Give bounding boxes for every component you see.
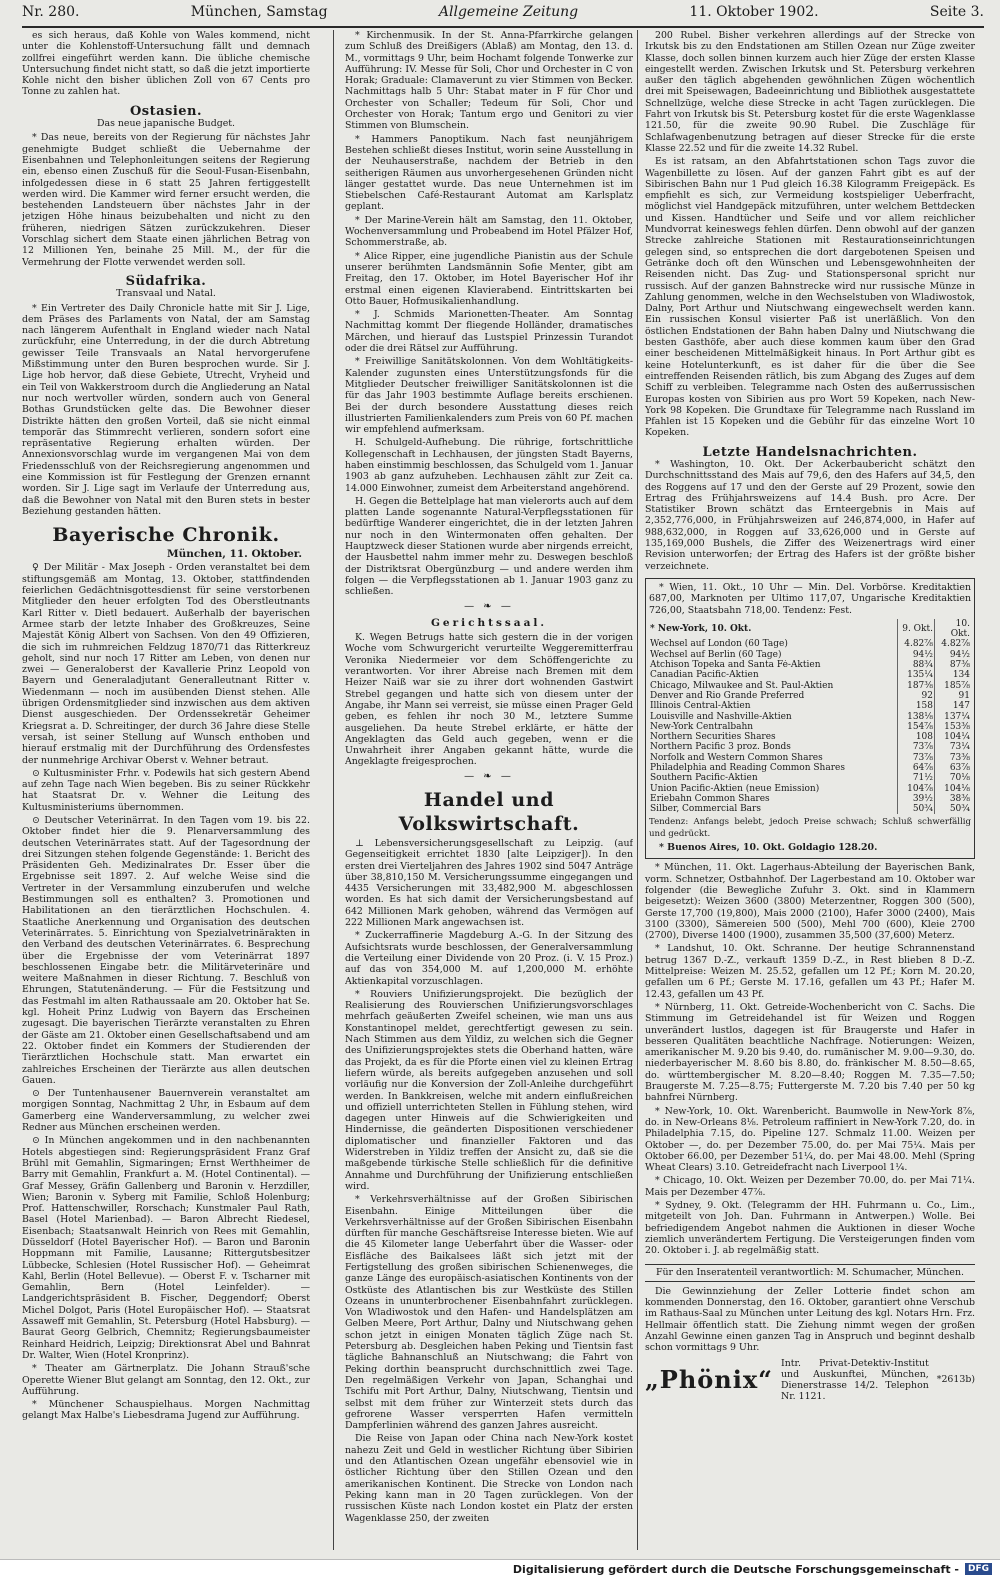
issue-date: 11. Oktober 1902. [689, 4, 819, 20]
paragraph: * München, 11. Okt. Lagerhaus-Abteilung der Bayerischen Bank, vorm. Schnetzer, Ostbahnhof. Der Lagerbestand am 10. Oktober war folgender (die Bewegliche Zufuhr 3. Okt. sind in Klammern beigesetzt): Weizen 3600 (3800) Meterzentner, Roggen 300 (500), Gerste 17,700 (19,800), Mais 2000 (2100), Hafer 3000 (2400), Mais 3100 (3300), Sämereien 500 (500), Mehl 700 (600), Kleie 2700 (2700), Diverse 1400 (1900), zusammen 35,500 (37,600) Meterz. [645, 862, 975, 942]
column-2 [345, 30, 633, 1550]
paragraph: * Das neue, bereits von der Regierung für nächstes Jahr genehmigte Budget schließt die Uebernahme der Eisenbahnen und Telephonleitungen seitens der Regierung ein, ebenso einen Zuschuß für die Seoul-Fusan-Eisenbahn, infolgedessen diese in 6 statt 25 Jahren fertiggestellt werden wird. Die Kammer wird ferner ersucht werden, die bestehenden Landsteuern über nächstes Jahr in der jetzigen Höhe hinaus beizubehalten und nicht zu den früheren, niedrigen Sätzen zurückzukehren. Dieser Vorschlag sichert dem Staate einen jährlichen Betrag von 12 Millionen Yen, beinahe 25 Mill. M., der für die Vermehrung der Flotte verwendet werden soll. [22, 132, 310, 268]
stock-value-prev: 4.82⅞ [898, 639, 935, 649]
page-number: Seite 3. [929, 4, 984, 20]
paragraph: * Sydney, 9. Okt. (Telegramm der HH. Fuhrmann u. Co., Lim., mitgeteilt von Joh. Dan. Fuhrmann in Antwerpen.) Wolle. Bei befriedigendem Angebot nahmen die Auktionen in dieser Woche ziemlich unverändertem Fertigung. Die Versteigerungen finden vom 20. Oktober i. J. ab regelmäßig statt. [645, 1199, 975, 1257]
paragraph: * Theater am Gärtnerplatz. Die Johann Strauß'sche Operette Wiener Blut gelangt am Sonntag, den 12. Okt., zur Aufführung. [22, 1363, 310, 1397]
table-row [649, 639, 971, 649]
stock-name: Northern Pacific 3 proz. Bonds [650, 742, 791, 753]
ad-logo: „Phönix“ [645, 1364, 773, 1394]
paragraph: * Chicago, 10. Okt. Weizen per Dezember 70.00, do. per Mai 71¼. Mais per Dezember 47⅞. [645, 1175, 975, 1198]
section-subtitle: Das neue japanische Budget. [96, 118, 236, 130]
stock-name: Canadian Pacific-Aktien [650, 670, 759, 681]
paragraph: * Rouviers Unifizierungsprojekt. Die bezüglich der Realisierung des Rouvierschen Unifizierungsvorschlages mehrfach geäußerten Zweifel scheinen, wie man uns aus Konstantinopel meldet, gerechtfertigt gewesen zu sein. Nach Stimmen aus dem Yildiz, zu welchen sich die Gegner des Unifizierungsprojektes stets die Oberhand hatten, wäre das Projekt, da es für die Pforte einen viel zu kleinen Ertrag liefern würde, als bereits aufgegeben anzusehen und soll vorläufig nur die Konversion der Zoll-Anleihe durchgeführt werden. In Bankkreisen, welche mit andern einflußreichen und offiziell unterrichteten Stellen in Fühlung stehen, wird dagegen unter Hinweis auf die Schwierigkeiten und Hindernisse, die geänderten Dispositionen verschiedener diplomatischer und finanzieller Faktoren und das Widerstreben in Yildiz treffen der Ansicht zu, daß sie die maßgebende türkische Stelle schließlich für die definitive Annahme und Durchführung der Unifizierung entschließen wird. [345, 988, 633, 1192]
stock-value-prev: 50¾ [898, 804, 935, 814]
column-rule [637, 30, 638, 1550]
table-row [649, 712, 971, 722]
stock-name: Atchison Topeka and Santa Fé-Aktien [650, 660, 821, 671]
stock-value-prev: 158 [898, 701, 935, 711]
stock-value-curr: 104⅛ [935, 784, 972, 794]
paragraph: * Nürnberg, 11. Okt. Getreide-Wochenbericht von C. Sachs. Die Stimmung im Getreidehandel ist für Weizen und Roggen unverändert lustlos, dagegen ist für Braugerste und Hafer in besseren Qualitäten beachtliche Nachfrage. Notierungen: Weizen, amerikanischer M. 9.20 bis 9.40, do. rumänischer M. 9.00—9.30, do. niederbayerischer M. 8.60 bis 8.80, do. fränkischer M. 8.50—8.65, do. württembergischer M. 8.20—8.40; Roggen M. 7.35—7.50; Braugerste M. 7.25—8.75; Futtergerste M. 7.20 bis 7.40 per 50 kg bahnfrei Nürnberg. [645, 1001, 975, 1104]
issue-number: Nr. 280. [22, 4, 80, 20]
paragraph: Die Reise von Japan oder China nach New-York kostet nahezu Zeit und Geld in westlicher Richtung über Sibirien und den Atlantischen Ozean ungefähr ebensoviel wie in östlicher Richtung über den Stillen Ozean und den amerikanischen Kontinent. Die Strecke von London nach Peking kann man in 20 Tagen zurücklegen. Von der russischen Küste nach London kostet ein Platz der ersten Wagenklasse 250, der zweiten [345, 1433, 633, 1524]
table-header-col: 10. Okt. [935, 619, 972, 640]
stock-value-prev: 135¼ [898, 670, 935, 680]
stock-value-curr: 91 [935, 691, 972, 701]
stock-value-curr: 147 [935, 701, 972, 711]
paragraph: * New-York, 10. Okt. Warenbericht. Baumwolle in New-York 8⅞, do. in New-Orleans 8⅛. Petroleum raffiniert in New-York 7.20, do. in Philadelphia 7.15, do. Pipeline 127. Schmalz 11.00. Weizen per Oktober —, do. per Dezember 75.00, do. per Mai 75¼. Mais per Oktober 66.00, per Dezember 51¼, do. per Mai 48.00. Mehl (Spring Wheat Clears) 3.10. Getreidefracht nach Liverpool 1¼. [645, 1105, 975, 1174]
paragraph: * Münchener Schauspielhaus. Morgen Nachmittag gelangt Max Halbe's Liebesdrama Jugend zur Aufführung. [22, 1399, 310, 1422]
stock-value-prev: 154⅞ [898, 722, 935, 732]
stock-value-prev: 64⅞ [898, 763, 935, 773]
dfg-logo-icon: DFG [965, 1563, 992, 1575]
stock-value-curr: 137¼ [935, 712, 972, 722]
paragraph: * Zuckerraffinerie Magdeburg A.-G. In der Sitzung des Aufsichtsrats wurde beschlossen, der Generalversammlung die Verteilung einer Dividende von 20 Proz. (i. V. 15 Proz.) auf das von 354,000 M. auf 1,200,000 M. erhöhte Aktienkapital vorzuschlagen. [345, 930, 633, 987]
stock-value-prev: 187⅜ [898, 681, 935, 691]
stock-value-prev: 94½ [898, 650, 935, 660]
stock-value-curr: 134 [935, 670, 972, 680]
stock-value-prev: 73⅞ [898, 742, 935, 752]
section-title-handel: Handel und Volkswirtschaft. [398, 789, 580, 835]
paragraph: es sich heraus, daß Kohle von Wales kommend, nicht unter die Kohlenstoff-Untersuchung fällt und demnach zollfrei eingeführt werden kann. Die übliche chemische Untersuchung findet nicht statt, so daß die jetzt importierte Kohle nicht den bisher üblichen Zoll von 67 Cents pro Tonne zu zahlen hat. [22, 30, 310, 98]
table-row [649, 722, 971, 732]
paragraph: * J. Schmids Marionetten-Theater. Am Sonntag Nachmittag kommt Der fliegende Holländer, dramatisches Märchen, und hierauf das Lustspiel Prinzessin Turandot oder die drei Rätsel zur Aufführung. [345, 309, 633, 355]
stock-value-curr: 153⅜ [935, 722, 972, 732]
paragraph: ⊙ In München angekommen und in den nachbenannten Hotels abgestiegen sind: Regierungspräsident Franz Graf Brühl mit Gemahlin, Sigmaringen; Ernst Werthheimer de Barry mit Gemahlin, Frankfurt a. M. (Hotel Continental). — Graf Messey, Gräfin Gallenberg und Baronin v. Herzdiller, Wien; Baronin v. Syberg mit Familie, Schloß Holenburg; Prof. Hattenschwiller, Rorschach; Kunstmaler Paul Rath, Basel (Hotel Marienbad). — Baron Albrecht Riedesel, Eisenbach; Staatsanwalt Heinrich von Rees mit Gemahlin, Düsseldorf (Hotel Bayerischer Hof). — Baron und Baronin Hoppmann mit Familie, Lausanne; Rittergutsbesitzer Lübbecke, Schlesien (Hotel Russischer Hof). — Geheimrat Kahl, Berlin (Hotel Bellevue). — Oberst F. v. Tscharner mit Gemahlin, Bern (Hotel Leinfelder). — Landgerichtspräsident B. Fischer, Deggendorf; Oberst Michel Dolgot, Paris (Hotel Europäischer Hof). — Staatsrat Assaweff mit Gemahlin, St. Petersburg (Hotel Habsburg). — Baurat Georg Gelbrich, Chemnitz; Regierungsbaumeister Reinhard Heidrich, Leipzig; Direktionsrat Abel und Bahnrat Dr. Walter, Wien (Hotel Kronprinz). [22, 1135, 310, 1361]
section-title-suedafrika: Südafrika. [125, 273, 207, 289]
digitization-footer [0, 1559, 1000, 1578]
stock-name: Wechsel auf London (60 Tage) [650, 639, 788, 650]
paragraph: * Wien, 11. Okt., 10 Uhr — Min. Del. Vorbörse. Kreditaktien 687,00, Marknoten per Ultimo 117,07, Ungarische Kreditaktien 726,00, Staatsbahn 718,00. Tendenz: Fest. [649, 581, 971, 616]
stock-value-curr: 50¾ [935, 804, 972, 814]
paragraph: * Verkehrsverhältnisse auf der Großen Sibirischen Eisenbahn. Einige Mitteilungen über die Verkehrsverhältnisse auf der Großen Sibirischen Eisenbahn dürften für manche Geschäftsreise Interesse bieten. Wie auf die 45 Kilometer lange Ueberfahrt über die Wasser- oder Eisfläche des Baikalsees läßt sich jetzt mit der Fertigstellung des großen sibirischen Schienenweges, die ganze Länge des europäisch-asiatischen Kontinents von der Ostküste des Atlantischen bis zur Westküste des Stillen Ozeans in ununterbrochener Eisenbahnfahrt zurücklegen. Von Wladiwostok und den Hafen- und Handelsplätzen am Gelben Meere, Port Arthur, Dalny und Niutschwang gehen schon jetzt in einigen Monaten täglich Züge nach St. Petersburg ab. Desgleichen haben Peking und Tientsin fast tägliche Bahnanschluß an Niutschwang; die Fahrt von Peking dorthin beansprucht durchschnittlich zwei Tage. Den regelmäßigen Verkehr von Japan, Schanghai und Tschifu mit Port Arthur, Dalny, Niutschwang, Tientsin und selbst mit dem früher zur Winterzeit stets durch das gefrorene Wasser versperrten Hafen vermitteln Dampferlinien während des ganzen Jahres ausreicht. [345, 1194, 633, 1432]
paragraph: * Freiwillige Sanitätskolonnen. Von dem Wohltätigkeits-Kalender zugunsten eines Unterstützungsfonds für die Mitglieder Deutscher freiwilliger Sanitätskolonnen ist die für das Jahr 1903 bestimmte Auflage bereits erschienen. Bei der durch besondere Ausstattung dieses reich illustrierten Familienkalenders zum Preis von 60 Pf. machen wir empfehlend aufmerksam. [345, 356, 633, 436]
paragraph: H. Gegen die Bettelplage hat man vielerorts auch auf dem platten Lande sogenannte Natural-Verpflegsstationen für bedürftige Wanderer eingerichtet, die in der letzten Jahren nur noch in den Wintermonaten offen gehalten. Der Hauptzweck dieser Stationen wurde aber nirgends erreicht, der Hausbettel nahm immer mehr zu. Deswegen beschloß der Distriktsrat Obergünzburg — und andere werden ihm folgen — die Verpflegsstationen ab 1. Januar 1903 ganz zu schließen. [345, 495, 633, 598]
table-row [649, 701, 971, 711]
paragraph: * Ein Vertreter des Daily Chronicle hatte mit Sir J. Lige, dem Präses des Parlaments von Natal, der am Samstag nach längerem Aufenthalt in England wieder nach Natal zurückfuhr, eine Unterredung, in der die durch Abtretung gewisser Teile Transvaals an Natal hervorgerufene Mißstimmung unter den Buren besprochen wurde. Sir J. Lige hob hervor, daß diese Gebiete, Utrecht, Vryheid und ein Teil von Wakkerstroom durch die Angliederung an Natal nur noch wertvoller würden, sondern auch von General Bothas Grundstücken gelte das. Die Bewohner dieser Distrikte hätten den großen Vorteil, daß sie nicht einmal temporär das Stimmrecht verlieren, sondern sofort eine repräsentative Regierung erhalten würden. Der Annexionsvorschlag wurde im vergangenen Mai von dem Friedensschluß von der Reichsregierung angenommen und eine Kommission ist für Festlegung der Grenzen ernannt worden. Sir J. Lige sagt im Verlaufe der Unterredung aus, daß die Bewohner von Natal mit den Buren stets in bester Beziehung gestanden hätten. [22, 302, 310, 517]
table-row [649, 650, 971, 660]
stock-name: Philadelphia and Reading Common Shares [650, 763, 845, 773]
ad-text: Intr. Privat-Detektiv-Institut und Auskunftei, München, Dienerstrasse 14/2. Telephon Nr. 1121. [781, 1357, 929, 1402]
stock-box [645, 578, 975, 859]
stock-name: Eriebahn Common Shares [650, 793, 770, 804]
paragraph: * Landshut, 10. Okt. Schranne. Der heutige Schrannenstand betrug 1367 D.-Z., verkauft 1359 D.-Z., in Rest blieben 8 D.-Z. Mittelpreise: Weizen M. 25.52, gefallen um 12 Pf.; Korn M. 20.20, gefallen um 6 Pf.; Gerste M. 17.16, gefallen um 43 Pf.; Hafer M. 12.43, gefallen um 43 Pf. [645, 943, 975, 1000]
paragraph: * Alice Ripper, eine jugendliche Pianistin aus der Schule unserer berühmten Landsmännin Sofie Menter, gibt am Freitag, den 17. Oktober, im Hotel Bayerischer Hof ihr erstmal einen eigenen Klavierabend. Eintrittskarten bei Otto Bauer, Hofmusikalienhandlung. [345, 250, 633, 307]
stock-value-curr: 38⅜ [935, 794, 972, 804]
place-day: München, Samstag [190, 4, 328, 20]
table-header-title: * New-York, 10. Okt. [650, 623, 752, 634]
stock-value-curr: 185⅞ [935, 681, 972, 691]
stock-name: Denver and Rio Grande Preferred [650, 690, 805, 701]
stock-value-prev: 92 [898, 691, 935, 701]
paragraph: K. Wegen Betrugs hatte sich gestern die in der vorigen Woche vom Schwurgericht verurteilte Weggeremitterfrau Veronika Niedermeier vor dem Schöffengerichte zu verantworten. Vor ihrer Abreise nach Bremen mit dem Heizer Naiß war sie zu ihrer dort wohnenden Gastwirt Strebel gegangen und hatte sich von diesem unter der Angabe, ihr Mann sei verreist, sie müsse einen Prager Geld geben, es fehlen ihr noch 30 M., letztere Summe ausgeliehen. Da heute Strebel erklärte, er hätte der Angeklagten das Geld auch gegeben, wenn er die Unwahrheit ihrer Angaben gekannt hätte, wurde die Angeklagte freigesprochen. [345, 632, 633, 768]
paragraph: H. Schulgeld-Aufhebung. Die rührige, fortschrittliche Kollegenschaft in Lechhausen, der jüngsten Stadt Bayerns, haben einstimmig beschlossen, das Schulgeld vom 1. Januar 1903 ab ganz aufzuheben. Lechhausen zählt zur Zeit ca. 14.000 Einwohner, zumeist dem Arbeiterstand angehörend. [345, 437, 633, 494]
table-row [649, 670, 971, 680]
table-header-col: 9. Okt. [898, 619, 935, 640]
stock-value-curr: 87⅜ [935, 660, 972, 670]
stock-name: Louisville and Nashville-Aktien [650, 711, 792, 722]
section-title-ostasien: Ostasien. [129, 103, 203, 119]
page-header [22, 4, 984, 28]
paragraph: ♀ Der Militär - Max Joseph - Orden veranstaltet bei dem stiftungsgemäß am Montag, 13. Oktober, stattfindenden feierlichen Gedächtnisgottesdienst für seine verstorbenen Mitglieder den heuer erfolgten Tod des Oberstleutnants Karl Ritter v. Dietl bedauert. Außerhalb der bayerischen Armee starb der letzte Inhaber des Großkreuzes, Seine Majestät König Albert von Sachsen. Von den 49 Offizieren, die sich im ruhmreichen Feldzug 1870/71 das Ritterkreuz geholt, sind nur noch 17 Ritter am Leben, von denen nur zwei — Generaloberst der Kavallerie Prinz Leopold von Bayern und Generaladjutant Generalleutnant Ritter v. Wiedenmann — noch im ausübenden Dienst stehen. Alle übrigen Ordensmitglieder sind inzwischen aus dem aktiven Dienst ausgeschieden. Der Ordenssekretär Geheimer Kriegsrat a. D. Schreitinger, der durch 36 Jahre diese Stelle versah, ist seiner Stellung auf Wunsch enthoben und hierauf erstmalig mit der Durchführung des Ordensfestes der nunmehrige Archivar Oberst v. Wehner betraut. [22, 562, 310, 766]
stock-value-prev: 104⅞ [898, 784, 935, 794]
stock-table [649, 619, 971, 815]
divider: — ❧ — [464, 770, 514, 782]
paragraph: ⊙ Kultusminister Frhr. v. Podewils hat sich gestern Abend auf zehn Tage nach Wien begeben. Bis zu seiner Rückkehr hat Staatsrat Dr. v. Wehner die Leitung des Kultusministeriums übernommen. [22, 767, 310, 813]
responsibility-notice: Für den Inseratenteil verantwortlich: M. Schumacher, München. [645, 1264, 975, 1281]
paragraph: ⊙ Der Tuntenhausener Bauernverein veranstaltet am morgigen Sonntag, Nachmittag 2 Uhr, in Esbaum auf dem Gamerberg eine Wanderversammlung, zu welcher zwei Redner aus München erscheinen werden. [22, 1088, 310, 1134]
section-title-letzte-handelsnachrichten: Letzte Handelsnachrichten. [702, 444, 918, 460]
paragraph: * Washington, 10. Okt. Der Ackerbaubericht schätzt den Durchschnittsstand des Mais auf 79,6, den des Hafers auf 34,5, den des Roggens auf 17 und den der Gerste auf 29 Prozent, sowie den Ertrag des Frühjahrsweizens auf 14.4 Bush. pro Acre. Der Statistiker Brown schätzt das Ernteergebnis in Mais auf 2,352,776,000, in Frühjahrsweizen auf 246,874,000, in Hafer auf 988,632,000, in Roggen auf 33,626,000 und in Gerste auf 135,169,000 Bushels, die Ziffer des Weizenertrags wird einer Revision unterworfen; der Ertrag des Hafers ist der größte bisher verzeichnete. [645, 458, 975, 572]
stock-value-prev: 138⅛ [898, 712, 935, 722]
newspaper-title: Allgemeine Zeitung [438, 4, 579, 20]
section-subtitle: Transvaal und Natal. [116, 288, 216, 300]
stock-name: Southern Pacific-Aktien [650, 773, 758, 784]
table-row [649, 773, 971, 783]
table-row [649, 794, 971, 804]
table-row [649, 681, 971, 691]
column-3 [645, 30, 975, 1550]
stock-name: Northern Securities Shares [650, 732, 776, 743]
paragraph: Tendenz: Anfangs belebt, jedoch Preise schwach; Schluß schwerfällig und gedrückt. [649, 817, 971, 839]
paragraph: * Der Marine-Verein hält am Samstag, den 11. Oktober, Wochenversammlung und Probeabend im Hotel Pfälzer Hof, Schommerstraße, ab. [345, 214, 633, 249]
table-header-row [649, 619, 971, 640]
divider: — ❧ — [464, 600, 514, 612]
table-row [649, 742, 971, 752]
paragraph: 200 Rubel. Bisher verkehren allerdings auf der Strecke von Irkutsk bis zu den Endstationen am Stillen Ozean nur Züge zweiter Klasse, doch sollen binnen kurzem auch hier Züge der ersten Klasse eingestellt werden. Zwischen Irkutsk und St. Petersburg verkehren außer den täglich abgehenden gewöhnlichen Zügen wöchentlich drei mit Speisewagen, Badeeinrichtung und Bibliothek ausgestattete Schnellzüge, welche diese Strecke in acht Tagen zurücklegen. Die Fahrt von Irkutsk bis St. Petersburg kostet für die erste Wagenklasse 121.50, für die zweite 90.90 Rubel. Die Zuschläge für Schlafwagenbenutzung betragen auf dieser Strecke für die erste Klasse 22.52 und für die zweite 14.32 Rubel. [645, 30, 975, 154]
paragraph: Die Gewinnziehung der Zeller Lotterie findet schon am kommenden Donnerstag, den 16. Oktober, garantiert ohne Verschub im Rathaus-Saal zu München unter Leitung des kgl. Notars Hrn. Frz. Hellmair öffentlich statt. Die Ziehung nimmt wegen der großen Anzahl Gewinne einen ganzen Tag in Anspruch und beginnt deshalb schon vormittags 9 Uhr. [645, 1285, 975, 1354]
table-row [649, 763, 971, 773]
stock-value-curr: 73¼ [935, 742, 972, 752]
paragraph: ⊥ Lebensversicherungsgesellschaft zu Leipzig. (auf Gegenseitigkeit errichtet 1830 [alte Leipziger]). In den ersten drei Vierteljahren des Jahres 1902 sind 5047 Anträge über 38,810,150 M. Versicherungssumme eingegangen und 4435 Versicherungen mit 33,482,900 M. abgeschlossen worden. Es hat sich damit der Versicherungsbestand auf 642 Millionen Mark gehoben, während das Vermögen auf 222 Millionen Mark angewachsen ist. [345, 838, 633, 929]
table-body [649, 639, 971, 814]
stock-name: Union Pacific-Aktien (neue Emission) [650, 783, 820, 794]
paragraph: ⊙ Deutscher Veterinärrat. In den Tagen vom 19. bis 22. Oktober findet hier die 9. Plenarversammlung des deutschen Veterinärrates statt. Auf der Tagesordnung der drei Sitzungen stehen folgende Gegenstände: 1. Bericht des Präsidenten Geh. Medizinalrates Dr. Esser über die Ergebnisse seit 1897. 2. Auf welche Weise sind die Vertreter in der Versammlung einzuberufen und welche Bestimmungen soll es enthalten? 3. Promotionen und Habilitationen an den tierärztlichen Hochschulen. 4. Staatliche Anerkennung und Organisation des deutschen Veterinärrates. 5. Einrichtung von Spezialvetrinärakten in den Verband des deutschen Veterinärrates. 6. Besprechung über die Ergebnisse der vom Veterinärrat 1897 beschlossenen Eingabe betr. die Militärveterinäre und weitere Maßnahmen in dieser Richtung. 7. Beschluß von Ehrungen, Statutenänderung. — Für die Festsitzung und das Festmahl im alten Rathaussaale am 20. Oktober hat Se. kgl. Hoheit Prinz Ludwig von Bayern das Erscheinen zugesagt. Die bayerischen Tierärzte veranstalten zu Ehren der Gäste am 21. Oktober einen Gesellschaftsabend und am 22. Oktober findet ein Kommers der Studierenden der Tierärztlichen Hochschule statt. Man erwartet ein zahlreiches Erscheinen der Tierärzte aus allen deutschen Gauen. [22, 815, 310, 1086]
column-rule [333, 30, 334, 1550]
stock-name: Wechsel auf Berlin (60 Tage) [650, 649, 782, 660]
column-1 [22, 30, 310, 1550]
stock-name: Silber, Commercial Bars [650, 804, 761, 815]
stock-value-curr: 4.82⅞ [935, 639, 972, 649]
paragraph: Es ist ratsam, an den Abfahrtstationen schon Tags zuvor die Wagenbillette zu lösen. Auf der ganzen Fahrt gibt es auf der Sibirischen Bahn nur 1 Pud gleich 16.38 Kilogramm Freigepäck. Es empfiehlt es sich, zur Vermeidung kostspieliger Ueberfracht, möglichst viel Handgepäck mitzuführen, unter welchem Bettdecken und Kissen. Handtücher und Seife und vor allem reichlicher Mundvorrat keineswegs fehlen dürfen. Denn obwohl auf der ganzen Strecke zahlreiche Stationen mit Restaurationseinrichtungen gelegen sind, so entsprechen die dort dargebotenen Speisen und Getränke doch oft den Wünschen und Lebensgewohnheiten der Reisenden nicht. Das Zug- und Stationspersonal spricht nur russisch. Auf der ganzen Bahnstrecke wird nur russische Münze in Zahlung genommen, welche in den Wechselstuben von Wladiwostok, Dalny, Port Arthur und Niutschwang eingewechselt werden kann. Ein russischen Konsul visierter Paß ist unerläßlich. Von den östlichen Endstationen der Bahn haben Dalny und Niutschwang die besten Gasthöfe, aber auch diese kommen kaum über den Grad einer bescheidenen Mittelmäßigkeit hinaus. In Port Arthur gibt es keine Hotelunterkunft, es ist daher für die über die See eintreffenden Reisenden rätlich, bis zum Abgang des Zuges auf dem Schiff zu verbleiben. Telegramme nach Osten des außerrussischen Europas kosten von Sibirien aus pro Wort 59 Kopeken, nach New-York 98 Kopeken. Die Grundtaxe für Telegramme nach Russland im Pfahlen ist 15 Kopeken und die Gebühr für das einzelne Wort 10 Kopeken. [645, 156, 975, 439]
stock-name: Chicago, Milwaukee and St. Paul-Aktien [650, 680, 834, 691]
table-row [649, 753, 971, 763]
table-row [649, 691, 971, 701]
stock-name: New-York Centralbahn [650, 721, 754, 732]
table-row [649, 660, 971, 670]
stock-value-curr: 70⅛ [935, 773, 972, 783]
section-title-gerichtssaal: Gerichtssaal. [430, 616, 548, 629]
stock-value-prev: 108 [898, 732, 935, 742]
stock-value-prev: 88¾ [898, 660, 935, 670]
table-row [649, 784, 971, 794]
paragraph: * Hammers Panoptikum. Nach fast neunjährigem Bestehen schließt dieses Institut, worin seine Ausstellung in der Neuhauserstraße, nachdem der Betrieb in den seitherigen Räumen aus unvorhergesehenen Gründen nicht länger gestattet wurde. Das neue Unternehmen ist im Stiebelschen Café-Restaurant Automat am Karlsplatz geplant. [345, 133, 633, 213]
stock-value-curr: 94½ [935, 650, 972, 660]
stock-value-curr: 104¼ [935, 732, 972, 742]
stock-value-prev: 39½ [898, 794, 935, 804]
stock-name: Norfolk and Western Common Shares [650, 752, 823, 763]
dateline: München, 11. Oktober. [167, 548, 302, 561]
stock-value-curr: 73⅜ [935, 753, 972, 763]
table-row [649, 732, 971, 742]
paragraph: * Buenos Aires, 10. Okt. Goldagio 128.20. [659, 842, 878, 854]
stock-value-prev: 73⅞ [898, 753, 935, 763]
stock-value-curr: 63⅞ [935, 763, 972, 773]
section-title-bayerische-chronik: Bayerische Chronik. [52, 524, 280, 547]
stock-name: Illinois Central-Aktien [650, 701, 751, 712]
paragraph: * Kirchenmusik. In der St. Anna-Pfarrkirche gelangen zum Schluß des Dreißigers (Ablaß) am Montag, den 13. d. M., vormittags 9 Uhr, beim Hochamt folgende Tonwerke zur Aufführung: IV. Messe für Soli, Chor und Orchester in C von Horak; Graduale: Clamaverunt zu vier Stimmen von Becker. Nachmittags halb 5 Uhr: Stabat mater in F für Chor und Orchester von Schaller; Tedeum für Soli, Chor und Orchester von Horak; Tantum ergo und Genitori zu vier Stimmen von Blumschein. [345, 30, 633, 132]
stock-value-prev: 71½ [898, 773, 935, 783]
table-row [649, 804, 971, 814]
advertisement-phoenix [645, 1358, 975, 1402]
footer-text: Digitalisierung gefördert durch die Deutsche Forschungsgemeinschaft - [512, 1562, 959, 1576]
ad-code: *2613b) [936, 1374, 975, 1386]
